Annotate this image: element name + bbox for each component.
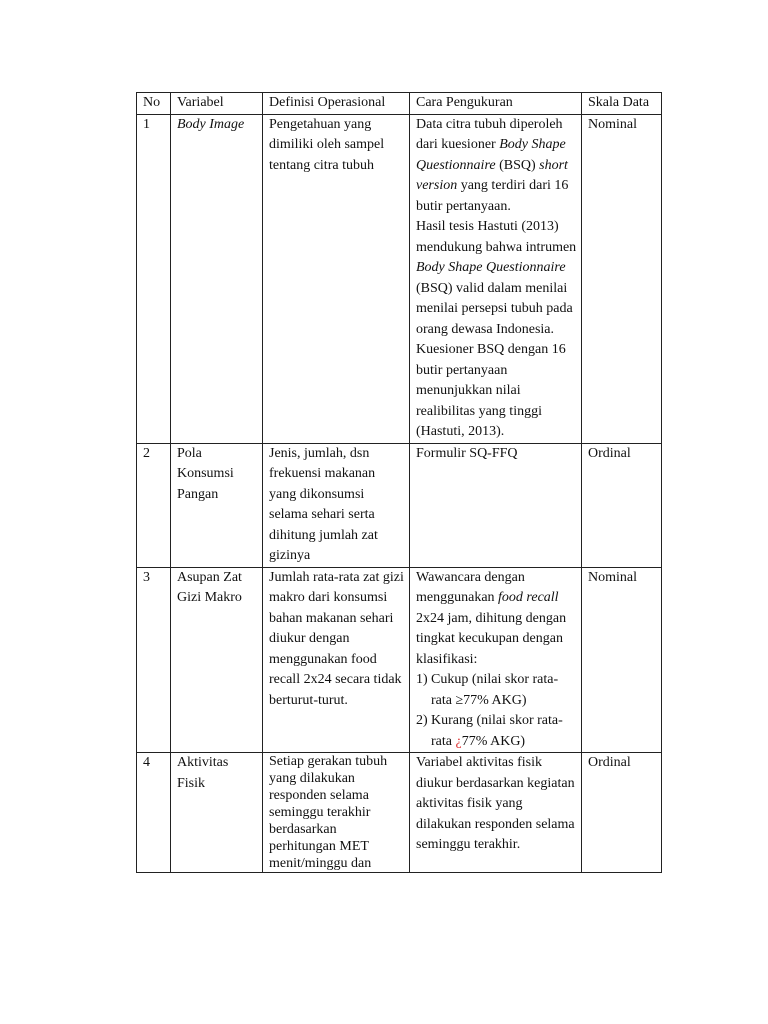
cara-paragraph (416, 115, 577, 218)
header-skala: Skala Data (582, 93, 662, 115)
cara-text: (BSQ) (495, 157, 540, 173)
header-cara: Cara Pengukuran (410, 93, 582, 115)
cara-italic-text: Body Shape Questionnaire (416, 137, 566, 173)
cell-no: 2 (137, 443, 171, 567)
header-variabel: Variabel (171, 93, 263, 115)
list-item (416, 711, 577, 752)
operational-definition-table (136, 92, 662, 873)
cara-text: 2x24 jam, dihitung dengan tingkat kecukupan dengan klasifikasi: (416, 610, 567, 667)
cell-skala: Nominal (582, 114, 662, 443)
cell-cara: Formulir SQ-FFQ (410, 443, 582, 567)
cara-text: (BSQ) valid dalam menilai menilai persepsi tubuh pada orang dewasa Indonesia. Kuesioner BSQ dengan 16 butir pertanyaan menunjukkan nilai realibilitas yang tinggi (Hastuti, 2013). (416, 280, 573, 439)
list-item (416, 670, 577, 711)
list-text: 77% AKG) (461, 733, 526, 749)
variabel-text: Body Image (177, 116, 245, 132)
table-row (137, 443, 662, 567)
header-no: No (137, 93, 171, 115)
list-marker: 1) (416, 672, 428, 687)
cara-paragraph (416, 217, 577, 443)
cell-cara (410, 114, 582, 443)
cell-variabel: Asupan Zat Gizi Makro (171, 567, 263, 753)
cara-text: Hasil tesis Hastuti (2013) mendukung bahwa intrumen (416, 219, 577, 255)
cara-paragraph (416, 568, 577, 671)
cara-text: Data citra tubuh diperoleh dari kuesioner (416, 116, 563, 152)
list-marker: 2) (416, 713, 428, 728)
table-row (137, 567, 662, 753)
list-text: Kurang (nilai skor rata-rata (431, 713, 563, 749)
cara-italic-text: food recall (498, 590, 559, 605)
cell-cara (410, 567, 582, 753)
cara-text: yang terdiri dari 16 butir pertanyaan. (416, 178, 569, 214)
header-definisi: Definisi Operasional (263, 93, 410, 115)
cell-skala: Ordinal (582, 443, 662, 567)
list-text: 77% AKG) (463, 692, 527, 708)
cell-variabel: Pola Konsumsi Pangan (171, 443, 263, 567)
table-row (137, 114, 662, 443)
cell-variabel (171, 114, 263, 443)
classification-list (416, 670, 577, 752)
cell-skala: Ordinal (582, 753, 662, 873)
cell-definisi: Pengetahuan yang dimiliki oleh sampel tentang citra tubuh (263, 114, 410, 443)
cell-definisi: Jumlah rata-rata zat gizi makro dari konsumsi bahan makanan sehari diukur dengan menggunakan food recall 2x24 secara tidak berturut-turut. (263, 567, 410, 753)
cara-italic-text: short version (416, 157, 568, 193)
comparison-symbol: ¿ (455, 733, 462, 749)
cell-no: 3 (137, 567, 171, 753)
cara-text: Wawancara dengan menggunakan (416, 569, 525, 605)
cell-no: 1 (137, 114, 171, 443)
table-row (137, 753, 662, 873)
list-text: Cukup (nilai skor rata-rata (431, 672, 559, 708)
cell-no: 4 (137, 753, 171, 873)
comparison-symbol: ≥ (455, 692, 464, 708)
cell-definisi: Setiap gerakan tubuh yang dilakukan responden selama seminggu terakhir berdasarkan perhitungan MET menit/minggu dan (263, 753, 410, 873)
cell-definisi: Jenis, jumlah, dsn frekuensi makanan yang dikonsumsi selama sehari serta dihitung jumlah zat gizinya (263, 443, 410, 567)
cara-italic-text: Body Shape Questionnaire (416, 260, 566, 275)
cell-skala: Nominal (582, 567, 662, 753)
cell-variabel: Aktivitas Fisik (171, 753, 263, 873)
table-header-row (137, 93, 662, 115)
cell-cara: Variabel aktivitas fisik diukur berdasarkan kegiatan aktivitas fisik yang dilakukan responden selama seminggu terakhir. (410, 753, 582, 873)
